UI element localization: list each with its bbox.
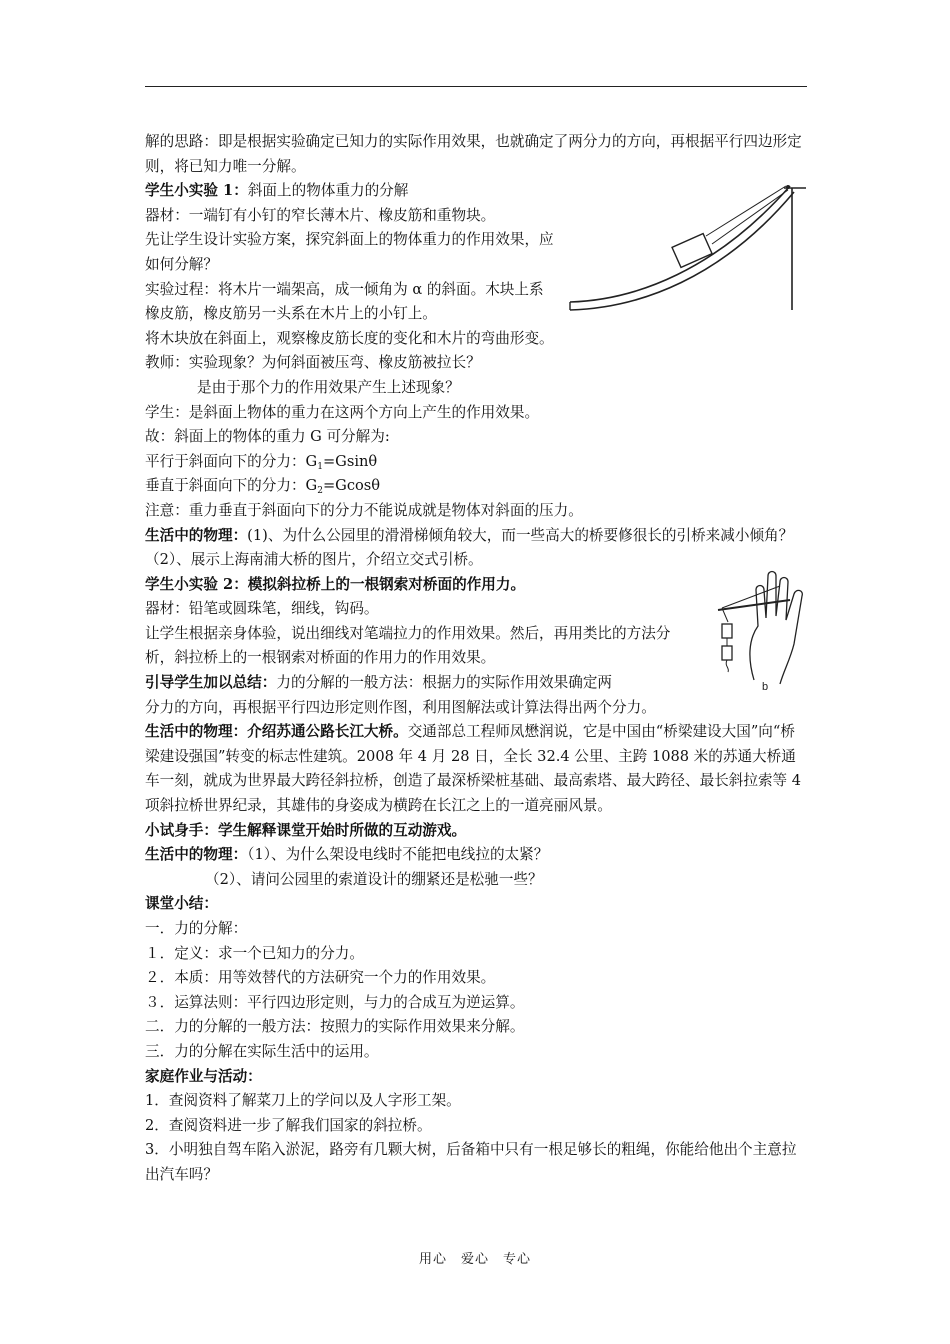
design-text: 先让学生设计实验方案，探究斜面上的物体重力的作用效果，应如何分解？ xyxy=(145,231,554,273)
page-footer: 用心 爱心 专心 xyxy=(418,1252,531,1267)
homework-2: 2．查阅资料进一步了解我们国家的斜拉桥。 xyxy=(145,1116,432,1134)
life-physics-3: 生活中的物理：（1）、为什么架设电线时不能把电线拉的太紧？ xyxy=(145,846,549,864)
try-it-heading: 小试身手：学生解释课堂开始时所做的互动游戏。 xyxy=(145,821,467,839)
materials-2: 器材：铅笔或圆珠笔，细线，钩码。 xyxy=(145,600,379,618)
summary-item-3: 三．力的分解在实际生活中的运用。 xyxy=(145,1042,379,1060)
life-physics-2: 生活中的物理：介绍苏通公路长江大桥。交通部总工程师凤懋润说，它是中国由“桥梁建设大国”向“桥梁建设强国”转变的标志性建筑。2008 年 4 月 28 日，全长 32.4 公里、主跨 1088 米的苏通大桥通车一刻，就成为世界最大跨径斜拉桥，创造了最深桥梁桩基础、最高索塔、最大跨径、最长斜拉索等 4 项斜拉桥世界纪录，其雄伟的身姿成为横跨在长江之上的一道亮丽风景。 xyxy=(145,723,802,815)
homework-heading: 家庭作业与活动： xyxy=(145,1067,262,1085)
note-text: 注意：重力垂直于斜面向下的分力不能说成就是物体对斜面的压力。 xyxy=(145,501,583,519)
summary-heading: 课堂小结： xyxy=(145,895,218,913)
experience-text: 让学生根据亲身体验，说出细线对笔端拉力的作用效果。然后，再用类比的方法分析，斜拉桥上的一根钢索对桥面的作用力的作用效果。 xyxy=(145,624,671,667)
teacher-question-2: 是由于那个力的作用效果产生上述现象？ xyxy=(197,378,460,396)
student-answer: 学生：是斜面上物体的重力在这两个方向上产生的作用效果。 xyxy=(145,403,540,421)
place-text: 将木块放在斜面上，观察橡皮筋长度的变化和木片的弯曲形变。 xyxy=(145,329,554,347)
process-text: 实验过程：将木片一端架高，成一倾角为 α 的斜面。木块上系橡皮筋，橡皮筋另一头系在木片上的小钉上。 xyxy=(145,280,544,323)
guide-summary-2: 分力的方向，再根据平行四边形定则作图，利用图解法或计算法得出两个分力。 xyxy=(145,698,656,716)
page-content xyxy=(145,130,807,1188)
homework-3: 3．小明独自驾车陷入淤泥，路旁有几颗大树，后备箱中只有一根足够长的粗绳，你能给他出个主意拉出汽车吗？ xyxy=(145,1141,797,1183)
perpendicular-component: 垂直于斜面向下的分力：$G_2=Gcos\theta$ xyxy=(145,477,381,497)
homework-1: 1．查阅资料了解菜刀上的学问以及人字形工架。 xyxy=(145,1092,461,1110)
life-physics-3-q2: （2）、请问公园里的索道设计的绷紧还是松驰一些？ xyxy=(205,870,543,888)
thus-text: 故：斜面上的物体的重力 G 可分解为: xyxy=(145,428,390,446)
summary-item-1-3: ３．运算法则：平行四边形定则，与力的合成互为逆运算。 xyxy=(145,993,525,1011)
summary-item-2: 二．力的分解的一般方法：按照力的实际作用效果来分解。 xyxy=(145,1018,525,1036)
header-rule xyxy=(145,86,807,87)
summary-item-1-1: １．定义：求一个已知力的分力。 xyxy=(145,944,364,962)
figure-label-b: b xyxy=(762,681,769,693)
parallel-component: 平行于斜面向下的分力：$G_1=Gsin\theta$ xyxy=(145,452,378,472)
life-physics-1: 生活中的物理：(1)、为什么公园里的滑滑梯倾角较大，而一些高大的桥要修很长的引桥来减小倾角？（2）、展示上海南浦大桥的图片，介绍立交式引桥。 xyxy=(145,526,794,569)
materials-1: 器材：一端钉有小钉的窄长薄木片、橡皮筋和重物块。 xyxy=(145,206,496,224)
teacher-question: 教师：实验现象？为何斜面被压弯、橡皮筋被拉长？ xyxy=(145,354,481,372)
summary-item-1-2: ２．本质：用等效替代的方法研究一个力的作用效果。 xyxy=(145,969,496,987)
intro-line: 解的思路：即是根据实验确定已知力的实际作用效果，也就确定了两分力的方向，再根据平行四边形定则，将已知力唯一分解。 xyxy=(145,133,802,175)
guide-summary: 引导学生加以总结：力的分解的一般方法：根据力的实际作用效果确定两 xyxy=(145,674,613,692)
experiment-1-heading: 学生小实验 1：斜面上的物体重力的分解 xyxy=(145,182,409,200)
summary-item-1: 一．力的分解： xyxy=(145,920,248,937)
experiment-2-heading: 学生小实验 2：模拟斜拉桥上的一根钢索对桥面的作用力。 xyxy=(145,575,526,593)
